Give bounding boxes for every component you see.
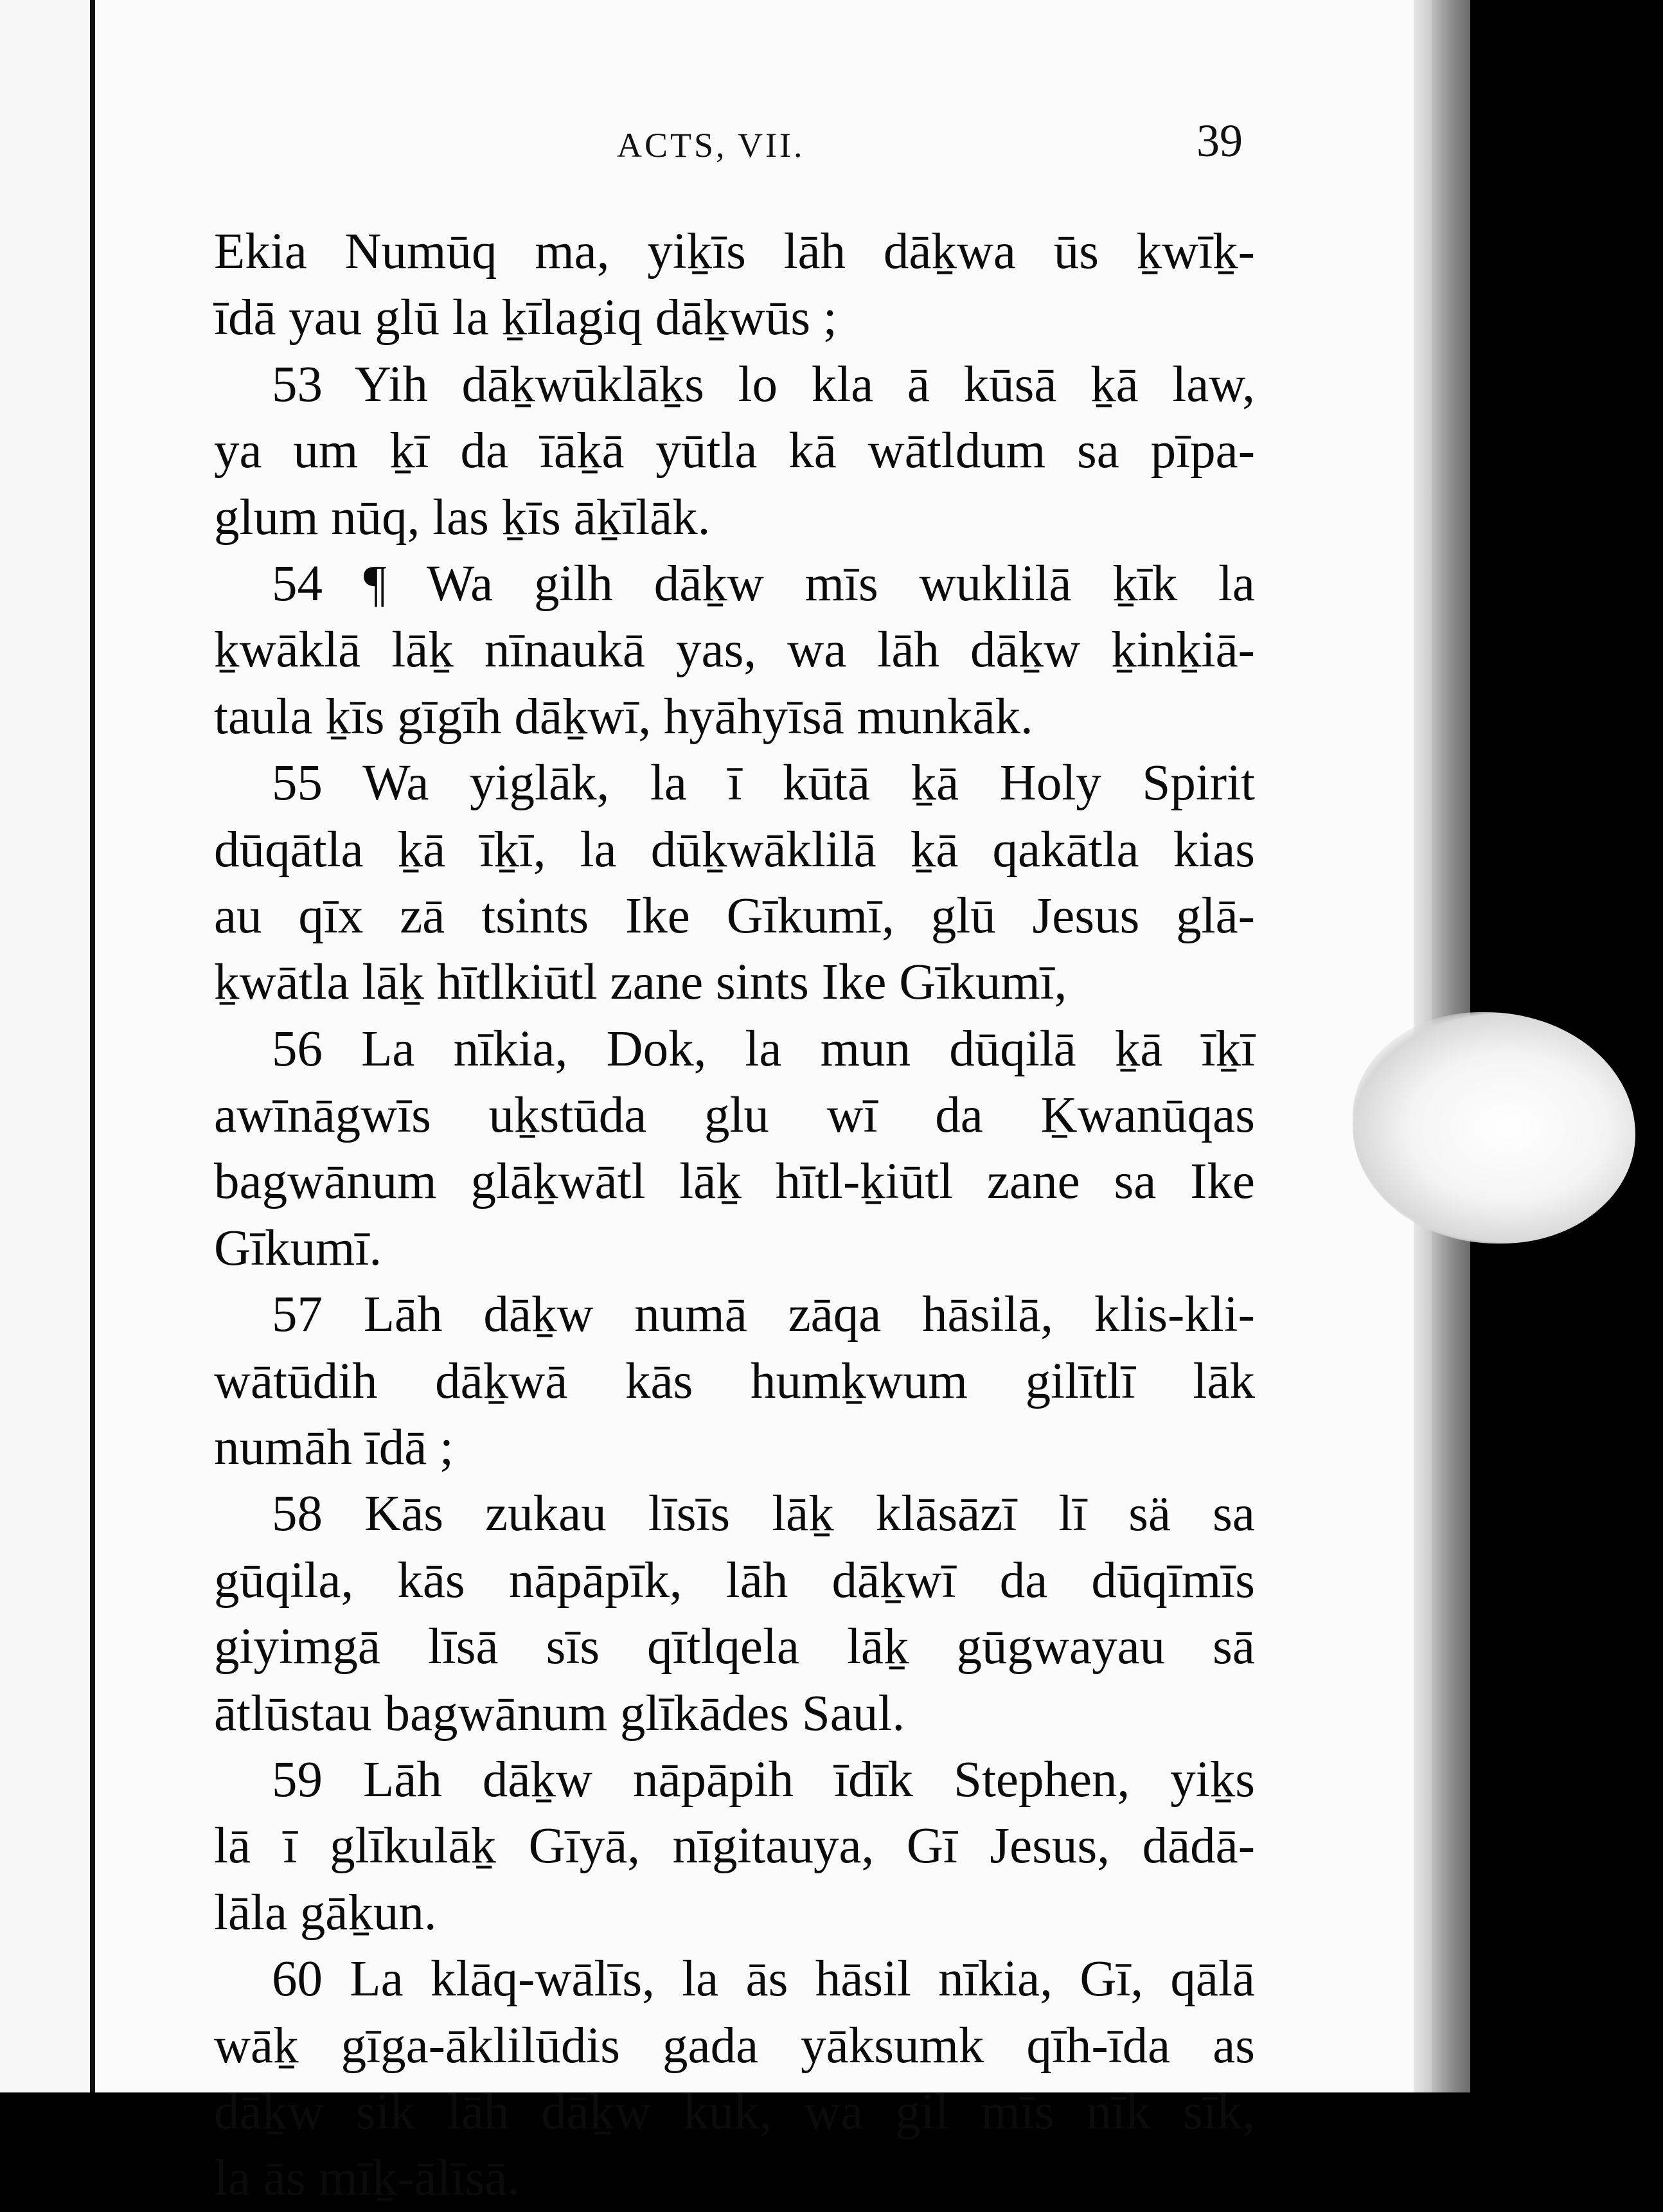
text-line: 60 La klāq-wālīs, la ās hāsil nīkia, Gī, qālā <box>272 1951 1255 2008</box>
text-line: gūqila, kās nāpāpīk, lāh dāḵwī da dūqīmīs <box>214 1552 1255 1609</box>
text-line: giyimgā līsā sīs qītlqela lāḵ gūgwayau sā <box>214 1619 1255 1675</box>
text-line: dūqātla ḵā īḵī, la dūḵwāklilā ḵā qakātla kias <box>214 821 1255 878</box>
text-line: ya um ḵī da īāḵā yūtla kā wātldum sa pīpa- <box>214 423 1255 479</box>
text-line: taula ḵīs gīgīh dāḵwī, hyāhyīsā munkāk. <box>214 688 1033 745</box>
text-line: wātūdih dāḵwā kās humḵwum gilītlī lāk <box>214 1353 1255 1409</box>
text-line: 54 ¶ Wa gilh dāḵw mīs wuklilā ḵīk la <box>272 555 1255 612</box>
text-line: ḵwātla lāḵ hītlkiūtl zane sints Ike Gīkumī, <box>214 954 1067 1011</box>
page-number: 39 <box>1196 115 1243 166</box>
text-line: lāla gāḵun. <box>214 1884 437 1941</box>
text-line: ātlūstau bagwānum glīkādes Saul. <box>214 1685 905 1742</box>
text-line: au qīx zā tsints Ike Gīkumī, glū Jesus glā- <box>214 887 1255 944</box>
binding-edge <box>90 0 95 2092</box>
text-line: 55 Wa yiglāk, la ī kūtā ḵā Holy Spirit <box>272 755 1255 812</box>
text-line: īdā yau glū la ḵīlagiq dāḵwūs ; <box>214 290 837 346</box>
text-line: 59 Lāh dāḵw nāpāpih īdīk Stephen, yiḵs <box>272 1751 1255 1808</box>
text-line: wāḵ gīga-āklilūdis gada yāksumk qīh-īda as <box>214 2017 1255 2074</box>
text-line: dāḵw sik lāh dāḵw kuk, wa gil mīs nīk sīk, <box>214 2083 1255 2140</box>
text-line: 58 Kās zukau līsīs lāḵ klāsāzī lī sä sa <box>272 1486 1255 1542</box>
text-line: bagwānum glāḵwātl lāḵ hītl-ḵiūtl zane sa Ike <box>214 1154 1255 1210</box>
verse-text-block <box>214 219 1255 2212</box>
text-line: awīnāgwīs uḵstūda glu wī da Ḵwanūqas <box>214 1087 1255 1144</box>
left-gutter <box>0 0 96 2092</box>
text-line: 56 La nīkia, Dok, la mun dūqilā ḵā īḵī <box>272 1021 1255 1077</box>
text-line: lā ī glīkulāḵ Gīyā, nīgitauya, Gī Jesus, dādā- <box>214 1818 1255 1875</box>
text-line: 57 Lāh dāḵw numā zāqa hāsilā, klis-kli- <box>272 1287 1255 1343</box>
paper-stain <box>1353 1012 1635 1244</box>
text-line: 53 Yih dāḵwūklāḵs lo kla ā kūsā ḵā law, <box>272 356 1255 413</box>
text-line: numāh īdā ; <box>214 1420 454 1476</box>
text-line: la ās mīḵ-ālīsā. <box>214 2150 520 2207</box>
text-line: glum nūq, las ḵīs āḵīlāk. <box>214 489 711 546</box>
text-line: Gīkumī. <box>214 1220 382 1276</box>
text-line: Ekia Numūq ma, yiḵīs lāh dāḵwa ūs ḵwīḵ- <box>214 224 1255 280</box>
running-head: ACTS, VII. <box>617 126 805 165</box>
text-line: ḵwāklā lāḵ nīnaukā yas, wa lāh dāḵw ḵinḵiā- <box>214 622 1255 679</box>
